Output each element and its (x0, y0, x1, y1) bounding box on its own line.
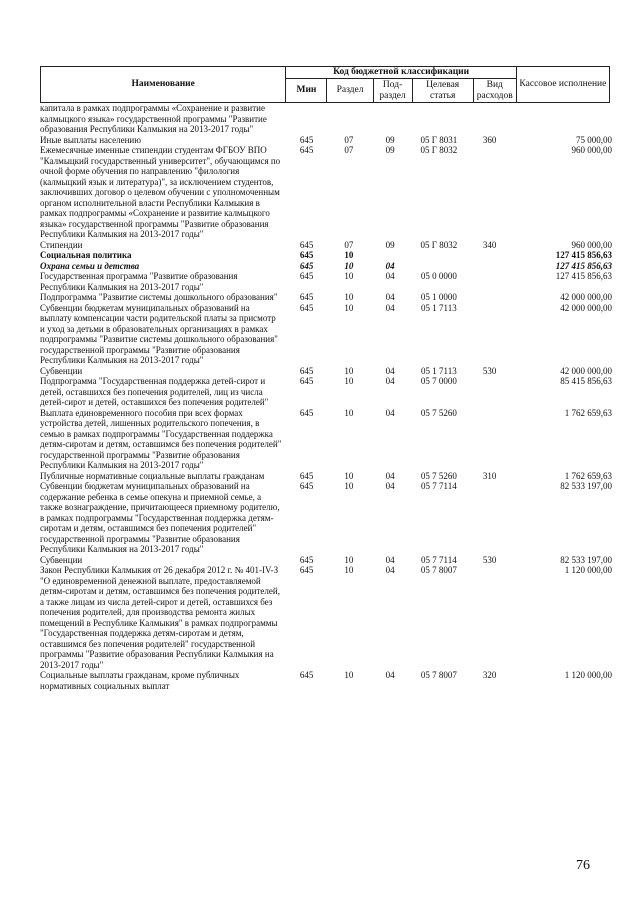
cell-min: 645 (299, 407, 314, 418)
table-row (40, 555, 612, 566)
cell-kind (469, 408, 511, 471)
cell-art: 05 7 7114 (421, 481, 457, 491)
cell-art: 05 Г 8032 (420, 145, 458, 155)
cell-kind (469, 292, 511, 303)
cell-min: 645 (299, 134, 314, 145)
cell-name: капитала в рамках подпрограммы «Сохранение и развитие калмыцкого языка» государственной программы "Развитие образования Республики Калмыкия на 2013-2017 годы" (40, 103, 267, 134)
cell-sub: 04 (385, 292, 395, 302)
cell-sub: 04 (385, 271, 395, 281)
header-execution: Кассовое исполнение (516, 67, 609, 103)
cell-sec: 10 (344, 260, 354, 271)
cell-min: 645 (299, 292, 314, 302)
cell-sec: 10 (344, 365, 354, 376)
cell-art: 05 7 0000 (420, 376, 457, 386)
table-row (40, 135, 612, 146)
data-table (40, 103, 612, 691)
cell-sum: 75 000,00 (576, 134, 612, 145)
header-code-group: Код бюджетной классификации (286, 67, 516, 79)
cell-sub: 04 (385, 302, 395, 313)
cell-sec: 10 (344, 670, 354, 680)
cell-kind (469, 145, 511, 240)
cell-sub (371, 250, 409, 261)
table-row (40, 250, 612, 261)
cell-sum: 127 415 856,63 (555, 271, 612, 281)
header-subsection: Под-раздел (373, 79, 412, 103)
cell-name: Иные выплаты населению (40, 134, 141, 145)
cell-sum: 85 415 856,63 (560, 376, 612, 386)
cell-sec (327, 103, 372, 135)
cell-sub: 09 (385, 145, 395, 155)
header-name: Наименование (41, 67, 286, 103)
cell-art: 05 7 7114 (421, 554, 457, 565)
cell-name: Охрана семьи и детства (40, 260, 140, 271)
cell-sum (511, 103, 613, 135)
cell-sec: 10 (344, 292, 354, 302)
table-row (40, 261, 612, 272)
cell-sec: 10 (344, 554, 354, 565)
table-row (40, 408, 612, 471)
cell-min: 645 (299, 239, 314, 250)
cell-sum: 1 120 000,00 (564, 670, 612, 680)
cell-min: 645 (299, 250, 314, 260)
cell-min: 645 (299, 260, 314, 271)
cell-kind (469, 103, 511, 135)
cell-art: 05 7 5260 (420, 470, 457, 481)
table-row (40, 670, 612, 691)
cell-kind (469, 481, 511, 555)
cell-kind: 310 (482, 470, 497, 481)
cell-min: 645 (299, 670, 314, 680)
cell-sum: 42 000 000,00 (560, 365, 612, 376)
cell-min: 645 (299, 271, 314, 281)
cell-min: 645 (299, 145, 314, 155)
cell-sub: 04 (385, 470, 395, 481)
cell-sub: 04 (385, 260, 395, 271)
cell-kind (469, 271, 511, 292)
cell-name: Выплата единовременного пособия при всех формах устройства детей, лишенных родительского попечения, в семью в рамках подпрограммы "Государственная поддержка детям-сиротам и детям, оставшимся без попечения родителей" государственной программы "Развитие образования Республики Калмыкия на 2013-2017 годы" (40, 407, 282, 470)
cell-art: 05 7 8007 (420, 565, 457, 575)
cell-min: 645 (299, 365, 314, 376)
cell-min: 645 (299, 302, 314, 313)
cell-sum: 82 533 197,00 (560, 554, 612, 565)
cell-kind (469, 250, 511, 261)
table-row (40, 471, 612, 482)
cell-art (409, 250, 469, 261)
table-header (40, 66, 610, 103)
cell-name: Социальная политика (40, 250, 132, 260)
table-row (40, 103, 612, 135)
table-row (40, 303, 612, 366)
cell-art: 05 7 5260 (420, 407, 457, 418)
cell-sum: 960 000,00 (571, 145, 612, 155)
cell-art (409, 103, 469, 135)
cell-kind: 530 (482, 554, 497, 565)
cell-sub: 04 (385, 407, 395, 418)
cell-min: 645 (299, 481, 314, 491)
cell-sec: 10 (344, 481, 354, 491)
cell-name: Стипендии (40, 239, 83, 250)
table-row (40, 366, 612, 377)
cell-sub (371, 103, 409, 135)
cell-sec: 10 (344, 470, 354, 481)
cell-sum: 960 000,00 (571, 239, 612, 250)
header-section: Раздел (327, 79, 373, 103)
cell-sum: 1 120 000,00 (564, 565, 612, 575)
cell-kind (469, 261, 511, 272)
cell-kind (469, 565, 511, 670)
cell-art: 05 1 7113 (421, 365, 457, 376)
cell-name: Субвенции (40, 365, 83, 376)
cell-name: Государственная программа "Развитие образования Республики Калмыкия на 2013-2017 годы" (40, 271, 238, 292)
cell-sec: 07 (344, 239, 354, 250)
cell-sec: 10 (344, 407, 354, 418)
cell-sec: 10 (344, 565, 354, 575)
cell-art: 05 1 7113 (421, 302, 457, 313)
cell-sub: 04 (385, 365, 395, 376)
cell-min (287, 103, 327, 135)
cell-sub: 04 (385, 670, 395, 680)
cell-min: 645 (299, 376, 314, 386)
cell-sum: 1 762 659,63 (564, 470, 612, 481)
cell-sum: 1 762 659,63 (564, 407, 612, 418)
cell-sum: 42 000 000,00 (560, 292, 612, 302)
table-row (40, 271, 612, 292)
cell-name: Социальные выплаты гражданам, кроме публичных нормативных социальных выплат (40, 670, 240, 691)
cell-art: 05 0 0000 (420, 271, 457, 281)
cell-kind: 530 (482, 365, 497, 376)
cell-name: Субвенции бюджетам муниципальных образований на содержание ребенка в семье опекуна и приемной семье, а также вознаграждение, причитающееся приемному родителю, в рамках подпрограммы "Государственная поддержка детям-сиротам и детям, оставшимся без попечения родителей" государственной программы "Развитие образования Республики Калмыкия на 2013-2017 годы" (40, 481, 280, 554)
cell-min: 645 (299, 554, 314, 565)
cell-kind: 320 (482, 670, 497, 680)
table-row (40, 145, 612, 240)
cell-sub: 04 (385, 481, 395, 491)
cell-sub: 04 (385, 554, 395, 565)
header-min: Мин (286, 79, 327, 103)
cell-sec: 10 (344, 376, 354, 386)
cell-kind (469, 303, 511, 366)
cell-kind: 360 (482, 134, 497, 145)
cell-name: Субвенции бюджетам муниципальных образований на выплату компенсации части родительской платы за присмотр и уход за детьми в образовательных организациях в рамках подпрограммы "Развитие системы дошкольного образования" государственной программы "Развитие образования Республики Калмыкия на 2013-2017 годы" (40, 302, 278, 365)
cell-sec: 10 (344, 250, 354, 260)
cell-art (409, 261, 469, 272)
header-kind: Вид расходов (473, 79, 516, 103)
cell-sub: 04 (385, 565, 395, 575)
cell-sec: 07 (344, 145, 354, 155)
cell-sub: 09 (385, 134, 395, 145)
cell-sec: 07 (344, 134, 354, 145)
cell-art: 05 1 0000 (420, 292, 457, 302)
table-row (40, 376, 612, 408)
cell-sum: 42 000 000,00 (560, 302, 612, 313)
table-row (40, 240, 612, 251)
table-row (40, 565, 612, 670)
cell-min: 645 (299, 565, 314, 575)
table-row (40, 481, 612, 555)
cell-name: Закон Республики Калмыкия от 26 декабря 2012 г. № 401-IV-З "О единовременной денежной выплате, предоставляемой детям-сиротам и детям, оставшимся без попечения родителей, а также лицам из числа детей-сирот и детей, оставшихся без попечения родителей, для производства ремонта жилых помещений в Республике Калмыкия" в рамках подпрограммы "Государственная поддержка детям-сиротам и детям, оставшимся без попечения родителей" государственной программы "Развитие образования Республики Калмыкия на 2013-2017 годы" (40, 565, 280, 670)
cell-name: Публичные нормативные социальные выплаты гражданам (40, 470, 265, 481)
cell-kind (469, 376, 511, 408)
page-number: 76 (576, 858, 590, 873)
cell-name: Подпрограмма "Развитие системы дошкольного образования" (40, 292, 278, 302)
cell-art: 05 Г 8031 (420, 134, 458, 145)
cell-sum: 82 533 197,00 (560, 481, 612, 491)
cell-sub: 09 (385, 239, 395, 250)
cell-name: Подпрограмма "Государственная поддержка детей-сирот и детей, оставшихся без попечения родителей, лиц из числа детей-сирот и детей, оставшихся без попечения родителей" (40, 376, 269, 407)
cell-name: Ежемесячные именные стипендии студентам ФГБОУ ВПО "Калмыцкий государственный университет", обучающимся по очной форме обучения по направлению "филология (калмыцкий язык и литература)", за исключением студентов, заключивших договор о целевом обучении с уполномоченным органом исполнительной власти Республики Калмыкия в рамках подпрограммы «Сохранение и развитие калмыцкого языка» государственной программы "Развитие образования Республики Калмыкия на 2013-2017 годы" (40, 145, 281, 239)
cell-kind: 340 (482, 239, 497, 250)
cell-min: 645 (299, 470, 314, 481)
cell-sec: 10 (344, 302, 354, 313)
cell-sum: 127 415 856,63 (555, 260, 612, 271)
cell-art: 05 7 8007 (420, 670, 457, 680)
header-target: Целевая статья (412, 79, 473, 103)
cell-art: 05 Г 8032 (420, 239, 458, 250)
cell-sub: 04 (385, 376, 395, 386)
table-row (40, 292, 612, 303)
cell-name: Субвенции (40, 554, 83, 565)
cell-sec: 10 (344, 271, 354, 281)
cell-sum: 127 415 856,63 (555, 250, 612, 260)
